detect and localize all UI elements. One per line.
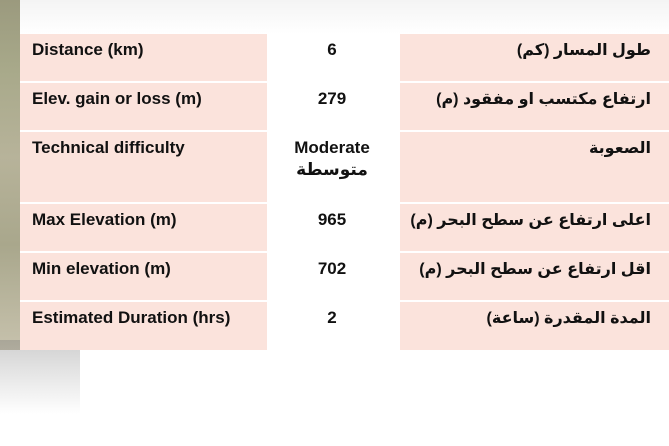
label-ar-cell — [400, 34, 669, 81]
label-ar-cell — [400, 253, 669, 300]
value: 965 — [317, 210, 347, 229]
value-cell — [267, 204, 397, 251]
value-cell — [267, 34, 397, 81]
label-en-cell — [20, 83, 267, 130]
label-en-cell — [20, 34, 267, 81]
label-en: Elev. gain or loss (m) — [32, 89, 202, 108]
label-en-cell — [20, 132, 267, 202]
top-shade — [20, 0, 669, 34]
label-en-cell — [20, 204, 267, 251]
value-cell — [267, 302, 397, 350]
label-ar: اعلى ارتفاع عن سطح البحر (م) — [410, 212, 651, 229]
value-cell — [267, 83, 397, 130]
page-shadow — [0, 340, 80, 446]
label-en: Min elevation (m) — [32, 259, 171, 278]
value: 702 — [317, 259, 347, 278]
table-row-difficulty — [20, 132, 669, 202]
label-ar-cell — [400, 302, 669, 350]
label-ar-cell — [400, 132, 669, 202]
trail-info-table — [20, 34, 669, 350]
table-row-duration — [20, 302, 669, 350]
value: 2 — [327, 308, 337, 327]
label-ar: ارتفاع مكتسب او مفقود (م) — [436, 91, 651, 108]
label-ar: الصعوبة — [588, 140, 651, 157]
value-ar: متوسطة — [296, 160, 368, 179]
value-cell — [267, 132, 397, 202]
label-ar: المدة المقدرة (ساعة) — [486, 310, 651, 327]
value: 6 — [327, 40, 337, 59]
value: Moderate — [294, 138, 370, 157]
table-row-elevation-gain — [20, 83, 669, 130]
label-en: Technical difficulty — [32, 138, 185, 157]
label-en-cell — [20, 302, 267, 350]
table-row-max-elevation — [20, 204, 669, 251]
table-row-distance — [20, 34, 669, 81]
value-cell — [267, 253, 397, 300]
value: 279 — [317, 89, 347, 108]
map-image-edge — [0, 0, 20, 350]
table-row-min-elevation — [20, 253, 669, 300]
label-ar: اقل ارتفاع عن سطح البحر (م) — [419, 261, 651, 278]
label-ar-cell — [400, 83, 669, 130]
label-en: Max Elevation (m) — [32, 210, 177, 229]
label-en-cell — [20, 253, 267, 300]
label-ar-cell — [400, 204, 669, 251]
label-ar: طول المسار (كم) — [516, 42, 651, 59]
label-en: Estimated Duration (hrs) — [32, 308, 231, 327]
label-en: Distance (km) — [32, 40, 144, 59]
